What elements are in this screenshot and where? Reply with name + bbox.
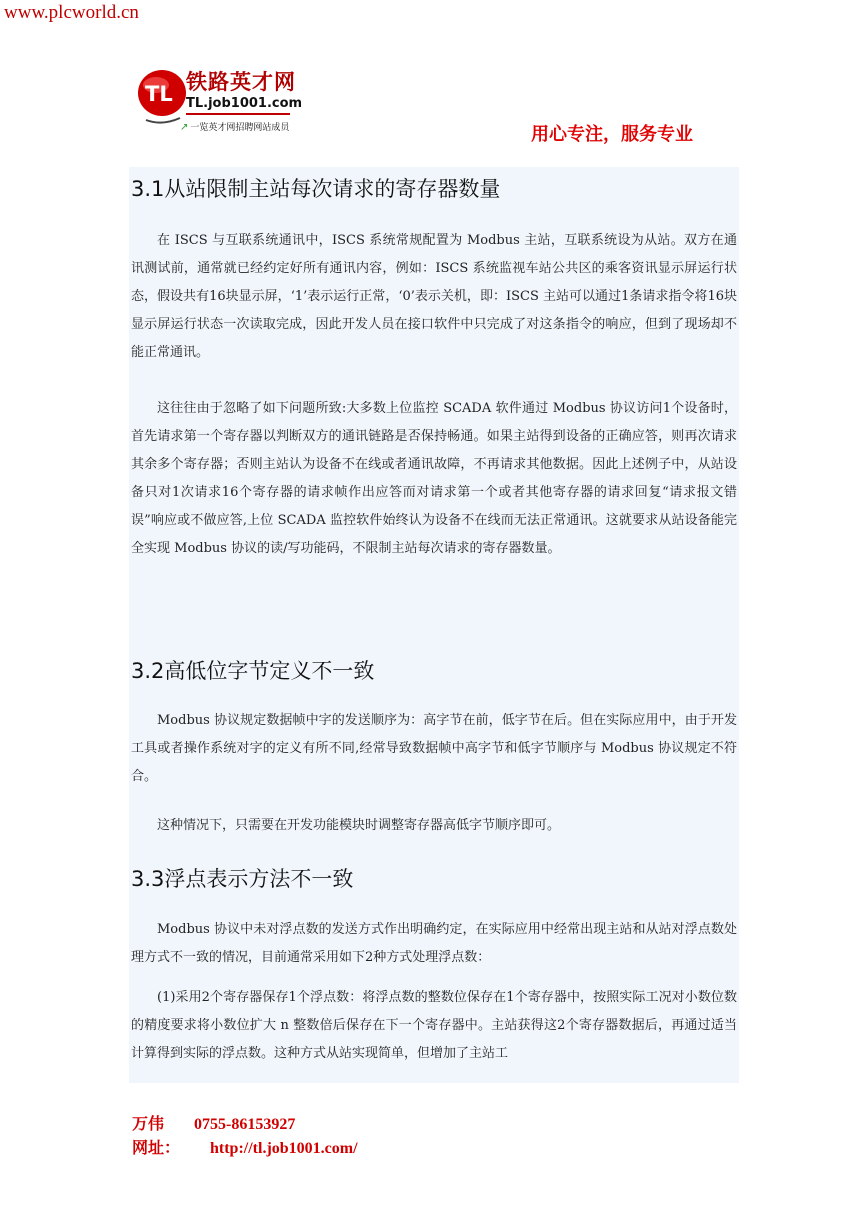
article-body <box>129 167 739 1083</box>
logo-slogan <box>180 120 289 133</box>
logo-underline <box>186 113 290 115</box>
company-logo <box>136 62 336 142</box>
section-heading-3-2: 3.2高低位字节定义不一致 <box>131 659 375 683</box>
tl-logo-icon <box>136 62 190 126</box>
watermark-url[interactable]: www.plcworld.cn <box>4 2 139 23</box>
paragraph: Modbus 协议中未对浮点数的发送方式作出明确约定，在实际应用中经常出现主站和从站对浮点数处理方式不一致的情况，目前通常采用如下2种方式处理浮点数： <box>131 922 737 965</box>
section-heading-3-3: 3.3浮点表示方法不一致 <box>131 867 354 891</box>
contact-name: 万伟 <box>132 1116 165 1133</box>
logo-slogan-text: 一览英才网招聘网站成员 <box>190 123 290 133</box>
footer-website <box>132 1135 358 1158</box>
contact-phone: 0755-86153927 <box>194 1116 296 1133</box>
logo-domain-text: TL.job1001.com <box>186 96 303 111</box>
leaf-icon: ↗ <box>180 122 189 133</box>
paragraph: 在 ISCS 与互联系统通讯中，ISCS 系统常规配置为 Modbus 主站，互联系统设为从站。双方在通讯测试前，通常就已经约定好所有通讯内容，例如：ISCS 系统监视车站公共区的乘客资讯显示屏运行状态，假设共有16块显示屏，‘1’表示运行正常，‘0’表示关机，即：ISCS 主站可以通过1条请求指令将16块显示屏运行状态一次读取完成，因此开发人员在接口软件中只完成了对这条指令的响应，但到了现场却不能正常通讯。 <box>131 233 737 360</box>
svg-text:TL: TL <box>145 82 173 106</box>
footer-contact <box>132 1111 295 1134</box>
paragraph: 这种情况下，只需要在开发功能模块时调整寄存器高低字节顺序即可。 <box>157 818 561 833</box>
website-label: 网址： <box>132 1140 181 1157</box>
header-tagline: 用心专注，服务专业 <box>531 124 693 145</box>
paragraph: (1)采用2个寄存器保存1个浮点数：将浮点数的整数位保存在1个寄存器中，按照实际工况对小数位数的精度要求将小数位扩大 n 整数倍后保存在下一个寄存器中。主站获得这2个寄存器数据后，再通过适当计算得到实际的浮点数。这种方式从站实现简单，但增加了主站工 <box>131 990 737 1061</box>
paragraph: Modbus 协议规定数据帧中字的发送顺序为：高字节在前，低字节在后。但在实际应用中，由于开发工具或者操作系统对字的定义有所不同,经常导致数据帧中高字节和低字节顺序与 Modbus 协议规定不符合。 <box>131 713 737 784</box>
website-link[interactable]: http://tl.job1001.com/ <box>210 1140 358 1157</box>
logo-brand-text: 铁路英才网 <box>186 70 296 94</box>
paragraph: 这往往由于忽略了如下问题所致:大多数上位监控 SCADA 软件通过 Modbus 协议访问1个设备时，首先请求第一个寄存器以判断双方的通讯链路是否保持畅通。如果主站得到设备的正确应答，则再次请求其余多个寄存器；否则主站认为设备不在线或者通讯故障，不再请求其他数据。因此上述例子中，从站设备只对1次请求16个寄存器的请求帧作出应答而对请求第一个或者其他寄存器的请求回复“请求报文错误”响应或不做应答,上位 SCADA 监控软件始终认为设备不在线而无法正常通讯。这就要求从站设备能完全实现 Modbus 协议的读/写功能码，不限制主站每次请求的寄存器数量。 <box>131 401 737 556</box>
section-heading-3-1: 3.1从站限制主站每次请求的寄存器数量 <box>131 177 501 201</box>
